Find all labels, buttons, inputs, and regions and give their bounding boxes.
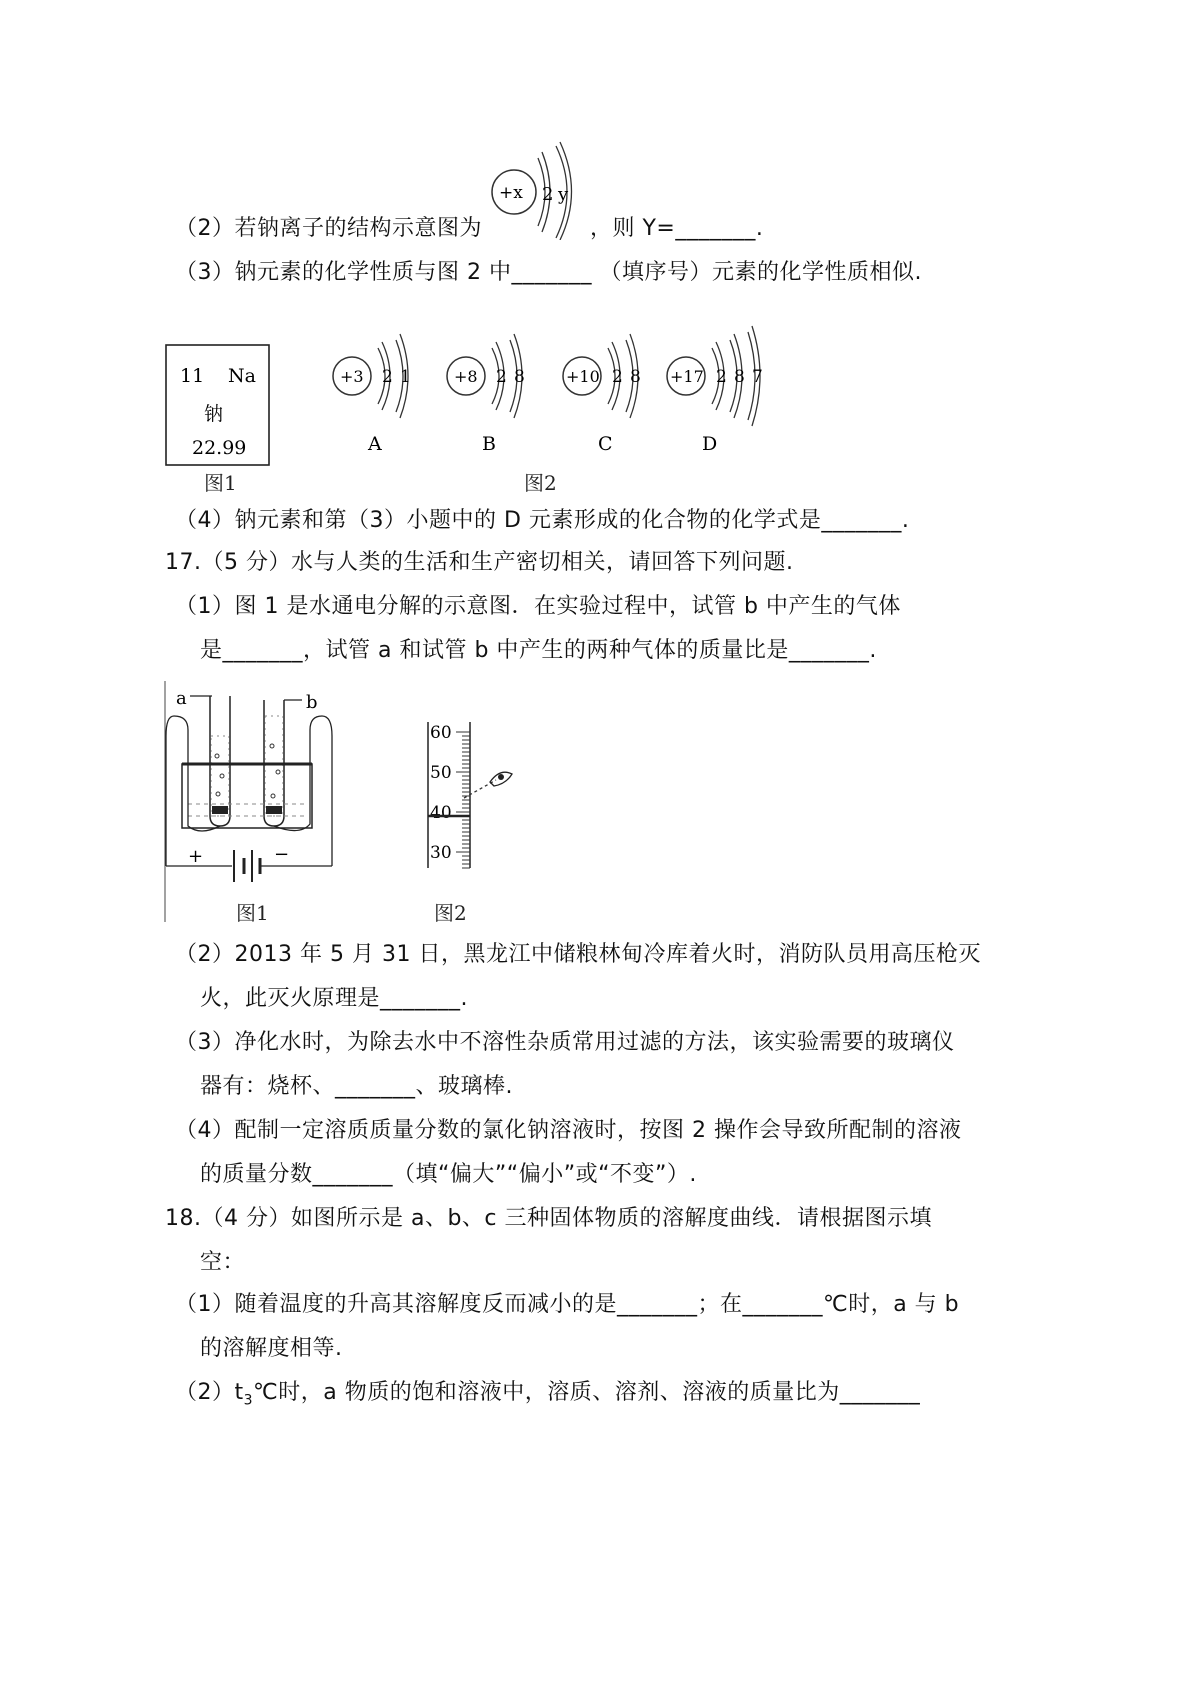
figure1-caption-electrolysis: 图1 — [236, 901, 269, 925]
electron-count: 1 — [400, 367, 411, 387]
figure2-caption-cylinder: 图2 — [434, 901, 467, 925]
eye-pupil — [498, 774, 504, 780]
bubble — [271, 794, 275, 798]
atom-label: C — [598, 433, 613, 455]
q16-part2-text-pre: （2）若钠离子的结构示意图为 — [175, 216, 482, 241]
q17-part4-line1: （4）配制一定溶质质量分数的氯化钠溶液时，按图 2 操作会导致所配制的溶液 — [175, 1118, 962, 1143]
q18-part2-text — [175, 1378, 920, 1415]
q18-part2-pre: （2）t — [175, 1380, 244, 1405]
ion-nucleus-label: +x — [499, 183, 523, 203]
electron-count: 8 — [734, 367, 745, 387]
element-atomic-number: 11 — [180, 365, 205, 387]
ion-shell2-count: y — [558, 184, 569, 205]
water-trough — [182, 764, 312, 828]
tube-b-label: b — [306, 692, 318, 713]
cylinder-tick-label: 30 — [430, 843, 452, 863]
q18-part2-subscript: 3 — [243, 1392, 254, 1409]
q17-part1-line1: （1）图 1 是水通电分解的示意图．在实验过程中，试管 b 中产生的气体 — [175, 594, 901, 619]
bubble — [215, 754, 219, 758]
electron-count: 7 — [752, 367, 763, 387]
sodium-ion-diagram — [486, 140, 586, 240]
q17-part2-line1: （2）2013 年 5 月 31 日，黑龙江中储粮林甸冷库着火时，消防队员用高压枪灭 — [175, 942, 981, 967]
bubble — [276, 770, 280, 774]
electrode-a — [212, 806, 228, 814]
q16-part3-text: （3）钠元素的化学性质与图 2 中_______ （填序号）元素的化学性质相似. — [175, 260, 922, 285]
q18-part1-line1: （1）随着温度的升高其溶解度反而减小的是_______；在_______℃时，a 与 b — [175, 1292, 960, 1317]
q16-part4-text: （4）钠元素和第（3）小题中的 D 元素形成的化合物的化学式是_______. — [175, 508, 910, 533]
ion-shell1-count: 2 — [542, 184, 554, 205]
electron-count: 2 — [716, 367, 727, 387]
figure1-caption: 图1 — [204, 471, 237, 495]
atom-label: B — [482, 433, 496, 455]
atom-diagram-D — [667, 326, 763, 455]
cylinder-tick-label: 50 — [430, 763, 452, 783]
electron-count: 2 — [496, 367, 507, 387]
atom-label: D — [702, 433, 718, 455]
q17-part2-line2: 火，此灭火原理是_______. — [200, 986, 468, 1011]
nucleus-charge: +10 — [566, 367, 600, 386]
nucleus-charge: +17 — [670, 367, 704, 386]
electron-count: 2 — [382, 367, 393, 387]
atom-label: A — [368, 433, 382, 455]
q18-part2-post: ℃时，a 物质的饱和溶液中，溶质、溶剂、溶液的质量比为_______ — [253, 1380, 921, 1405]
cylinder-tick-label: 60 — [430, 723, 452, 743]
electrolysis-apparatus-diagram — [160, 676, 350, 926]
q17-title: 17.（5 分）水与人类的生活和生产密切相关，请回答下列问题. — [165, 550, 794, 575]
atom-diagram-B — [447, 334, 525, 455]
wire-left — [166, 716, 220, 831]
q17-part3-line1: （3）净化水时，为除去水中不溶性杂质常用过滤的方法，该实验需要的玻璃仪 — [175, 1030, 955, 1055]
bubble — [216, 792, 220, 796]
tube-a-label: a — [176, 688, 187, 709]
nucleus-charge: +3 — [340, 367, 364, 386]
q18-title-line1: 18.（4 分）如图所示是 a、b、c 三种固体物质的溶解度曲线．请根据图示填 — [165, 1206, 933, 1231]
nucleus-charge: +8 — [454, 367, 478, 386]
electron-count: 8 — [630, 367, 641, 387]
q18-title-line2: 空： — [200, 1250, 246, 1275]
element-mass: 22.99 — [192, 437, 247, 459]
element-name: 钠 — [204, 403, 224, 425]
q17-part1-line2: 是_______，试管 a 和试管 b 中产生的两种气体的质量比是_______. — [200, 638, 877, 663]
negative-terminal-label: − — [274, 844, 290, 865]
atom-diagram-A — [333, 334, 411, 455]
electron-count: 8 — [514, 367, 525, 387]
atom-structure-diagrams — [318, 318, 768, 498]
cylinder-tick-label: 40 — [430, 803, 452, 823]
q17-part3-line2: 器有：烧杯、_______、玻璃棒. — [200, 1074, 513, 1099]
q18-part1-line2: 的溶解度相等. — [200, 1336, 343, 1361]
element-symbol: Na — [228, 365, 256, 387]
positive-terminal-label: + — [188, 846, 204, 867]
q17-part4-line2: 的质量分数_______（填“偏大”“偏小”或“不变”）. — [200, 1162, 697, 1187]
bubble — [270, 744, 274, 748]
electrode-b — [266, 806, 282, 814]
sodium-element-card — [160, 340, 280, 500]
electron-count: 2 — [612, 367, 623, 387]
atom-diagram-C — [563, 334, 641, 455]
bubble — [220, 774, 224, 778]
figure2-caption: 图2 — [524, 471, 557, 495]
graduated-cylinder-diagram — [420, 718, 530, 928]
q16-part2-text-post: ，则 Y=_______. — [590, 216, 764, 241]
tube-b-liquid — [265, 716, 283, 816]
